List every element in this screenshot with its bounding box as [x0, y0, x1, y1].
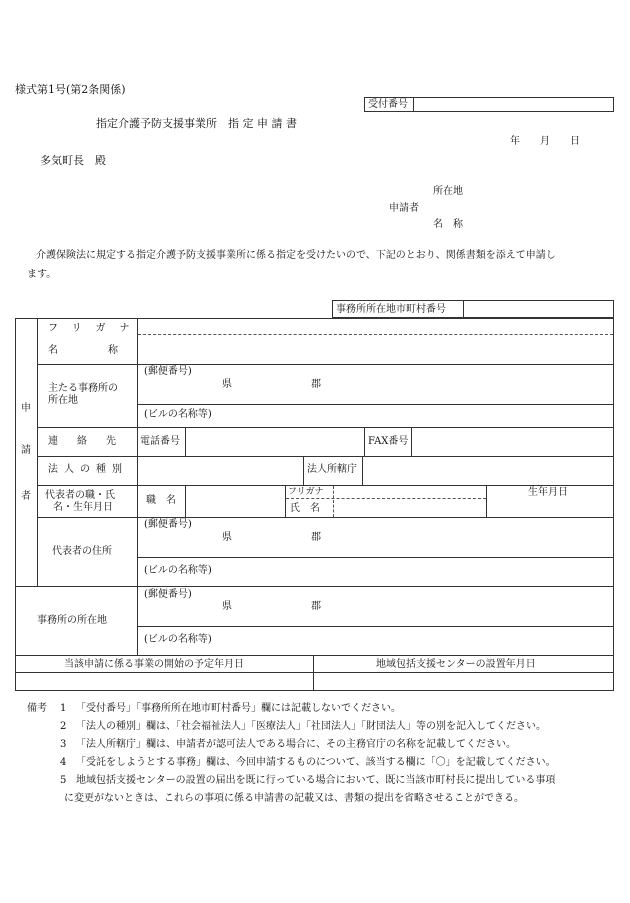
applicant-label: 申請者 [389, 203, 419, 214]
applicant-name-label: 名 称 [433, 219, 463, 230]
intro-text: 介護保険法に規定する指定介護予防支援事業所に係る指定を受けたいので、下記のとおり、関係書類を添えて申請し [36, 250, 556, 261]
rep-address-building: (ビルの名称等) [144, 565, 212, 576]
center-date-field[interactable] [317, 675, 611, 689]
rep-address-county: 郡 [311, 532, 321, 543]
form-number: 様式第1号(第2条関係) [15, 83, 126, 96]
note-3-num: 3 [60, 739, 67, 750]
corp-type-field[interactable] [140, 459, 300, 483]
note-5-num: 5 [60, 775, 67, 786]
corp-authority-label: 法人所轄庁 [307, 464, 357, 475]
intro-text-cont: ます。 [27, 269, 57, 280]
name-field[interactable] [140, 338, 610, 362]
furigana-field[interactable] [140, 320, 610, 334]
main-office-county: 郡 [311, 379, 321, 390]
start-date-field[interactable] [18, 675, 310, 689]
note-2: 「法人の種別」欄は、「社会福祉法人」「医療法人」「社団法人」「財団法人」等の別を記入してください。 [76, 721, 546, 732]
rep-address-prefecture: 県 [222, 532, 232, 543]
main-office-label-2: 所在地 [48, 395, 78, 406]
applicant-address-label: 所在地 [433, 186, 463, 197]
office-prefecture: 県 [222, 601, 232, 612]
main-office-postal: (郵便番号) [144, 366, 192, 377]
office-county: 郡 [311, 601, 321, 612]
rep-address-postal: (郵便番号) [144, 519, 192, 530]
rep-furigana-label: フリガナ [288, 487, 324, 497]
note-5: 地域包括支援センターの設置の届出を既に行っている場合において、既に当該市町村長に提出している事項 [76, 775, 556, 786]
position-label: 職 名 [146, 495, 176, 506]
name-label: 名称 [48, 345, 168, 356]
position-field[interactable] [188, 488, 283, 514]
phone-label: 電話番号 [140, 436, 180, 447]
main-office-building: (ビルの名称等) [144, 409, 212, 420]
notes-label: 備考 [27, 703, 47, 714]
municipality-code-label: 事務所所在地市町村番号 [336, 304, 446, 315]
note-1-num: 1 [60, 703, 67, 714]
note-4: 「受託をしようとする事務」欄は、今回申請するものについて、該当する欄に「〇」を記載してください。 [76, 757, 556, 768]
furigana-label: フリガナ [48, 323, 144, 334]
rep-name-label: 氏 名 [290, 503, 320, 514]
rep-name-field[interactable] [337, 500, 483, 514]
contact-label: 連絡先 [48, 436, 135, 447]
rep-address-label: 代表者の住所 [52, 546, 112, 557]
start-date-label: 当該申請に係る事業の開始の予定年月日 [64, 659, 244, 670]
main-office-prefecture: 県 [222, 379, 232, 390]
note-2-num: 2 [60, 721, 67, 732]
office-location-label: 事務所の所在地 [37, 615, 107, 626]
fax-field[interactable] [414, 430, 610, 454]
addressee: 多気町長 殿 [40, 154, 106, 167]
note-4-num: 4 [60, 757, 67, 768]
document-title: 指定介護予防支援事業所 指 定 申 請 書 [96, 117, 297, 130]
birthdate-label: 生年月日 [528, 487, 568, 498]
note-5-cont: に変更がないときは、これらの事項に係る申請書の記載又は、書類の提出を省略させることができる。 [64, 793, 524, 804]
fax-label: FAX番号 [368, 436, 409, 447]
corp-type-label: 法人の種別 [48, 464, 128, 475]
center-date-label: 地域包括支援センターの設置年月日 [376, 659, 536, 670]
office-building: (ビルの名称等) [144, 634, 212, 645]
office-postal: (郵便番号) [144, 589, 192, 600]
note-3: 「法人所轄庁」欄は、申請者が認可法人である場合に、その主務官庁の名称を記載してください。 [76, 739, 516, 750]
receipt-number-field[interactable] [416, 97, 612, 112]
side-label-1: 申 [21, 403, 31, 414]
receipt-number-label: 受付番号 [368, 99, 408, 110]
main-office-label-1: 主たる事務所の [48, 383, 118, 394]
application-date: 年 月 日 [510, 136, 580, 147]
municipality-code-field[interactable] [466, 301, 612, 317]
rep-label-1: 代表者の職・氏 [45, 490, 115, 501]
corp-authority-field[interactable] [365, 459, 610, 483]
note-1: 「受付番号」「事務所所在地市町村番号」欄には記載しないでください。 [76, 703, 401, 714]
side-label-3: 者 [21, 491, 31, 502]
phone-field[interactable] [188, 430, 358, 454]
side-label-2: 請 [21, 445, 31, 456]
rep-label-2: 名・生年月日 [53, 502, 113, 513]
